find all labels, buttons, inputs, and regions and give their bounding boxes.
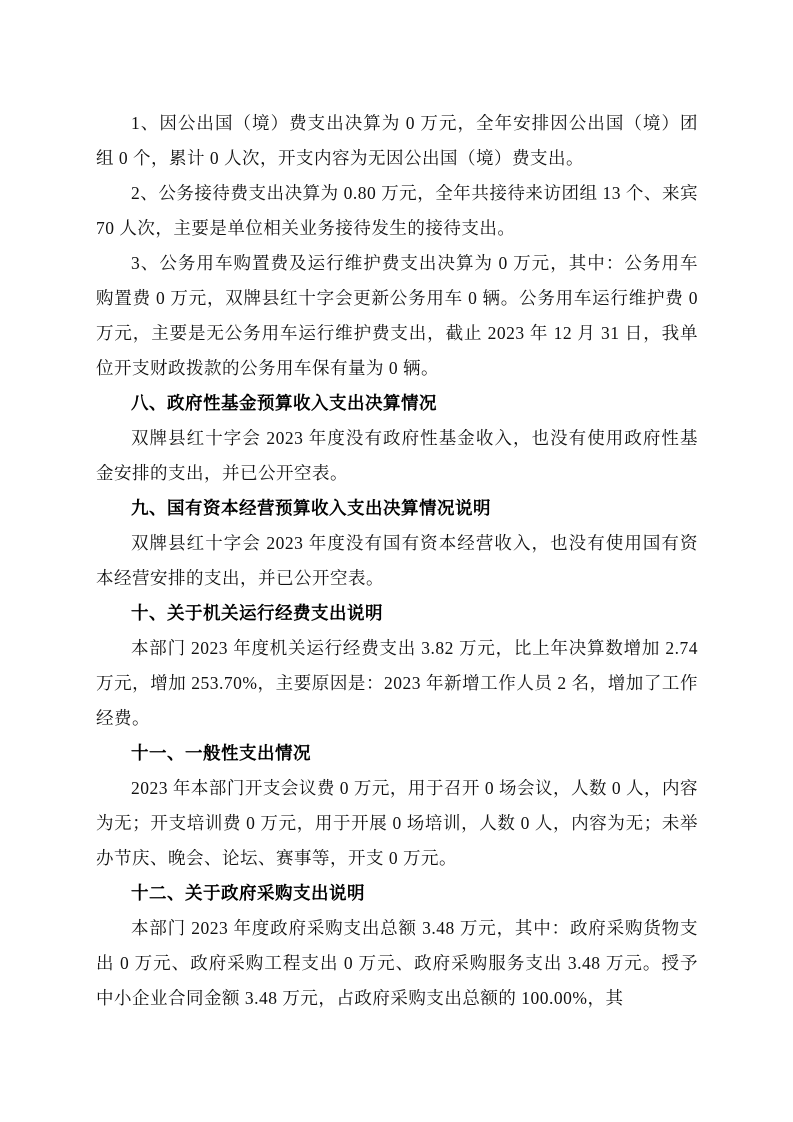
section-heading-12: 十二、关于政府采购支出说明: [131, 883, 365, 903]
section-heading-10: 十、关于机关运行经费支出说明: [131, 603, 383, 623]
section-heading-8: 八、政府性基金预算收入支出决算情况: [131, 393, 437, 413]
paragraph-state-capital: 双牌县红十字会 2023 年度没有国有资本经营收入，也没有使用国有资本经营安排的支出，并已公开空表。: [96, 533, 698, 588]
paragraph-general-expenditure: 2023 年本部门开支会议费 0 万元，用于召开 0 场会议，人数 0 人，内容为无；开支培训费 0 万元，用于开展 0 场培训，人数 0 人，内容为无；未举办节庆、晚会、论坛、赛事等，开支 0 万元。: [96, 778, 698, 868]
paragraph-government-procurement: 本部门 2023 年度政府采购支出总额 3.48 万元，其中：政府采购货物支出 0 万元、政府采购工程支出 0 万元、政府采购服务支出 3.48 万元。授予中小企业合同金额 3.48 万元，占政府采购支出总额的 100.00%，其: [96, 918, 698, 1008]
paragraph-government-funds: 双牌县红十字会 2023 年度没有政府性基金收入，也没有使用政府性基金安排的支出，并已公开空表。: [96, 428, 698, 483]
section-heading-11: 十一、一般性支出情况: [131, 743, 311, 763]
paragraph-operating-expenses: 本部门 2023 年度机关运行经费支出 3.82 万元，比上年决算数增加 2.74 万元，增加 253.70%，主要原因是：2023 年新增工作人员 2 名，增加了工作经费。: [96, 638, 698, 728]
paragraph-official-vehicles: 3、公务用车购置费及运行维护费支出决算为 0 万元，其中：公务用车购置费 0 万元，双牌县红十字会更新公务用车 0 辆。公务用车运行维护费 0 万元，主要是无公务用车运行维护费支出，截止 2023 年 12 月 31 日，我单位开支财政拨款的公务用车保有量为 0 辆。: [96, 253, 698, 378]
paragraph-official-reception: 2、公务接待费支出决算为 0.80 万元，全年共接待来访团组 13 个、来宾 70 人次，主要是单位相关业务接待发生的接待支出。: [96, 183, 698, 238]
document-content: [96, 106, 698, 1016]
paragraph-overseas-trips: 1、因公出国（境）费支出决算为 0 万元，全年安排因公出国（境）团组 0 个，累计 0 人次，开支内容为无因公出国（境）费支出。: [96, 113, 698, 168]
section-heading-9: 九、国有资本经营预算收入支出决算情况说明: [131, 498, 491, 518]
